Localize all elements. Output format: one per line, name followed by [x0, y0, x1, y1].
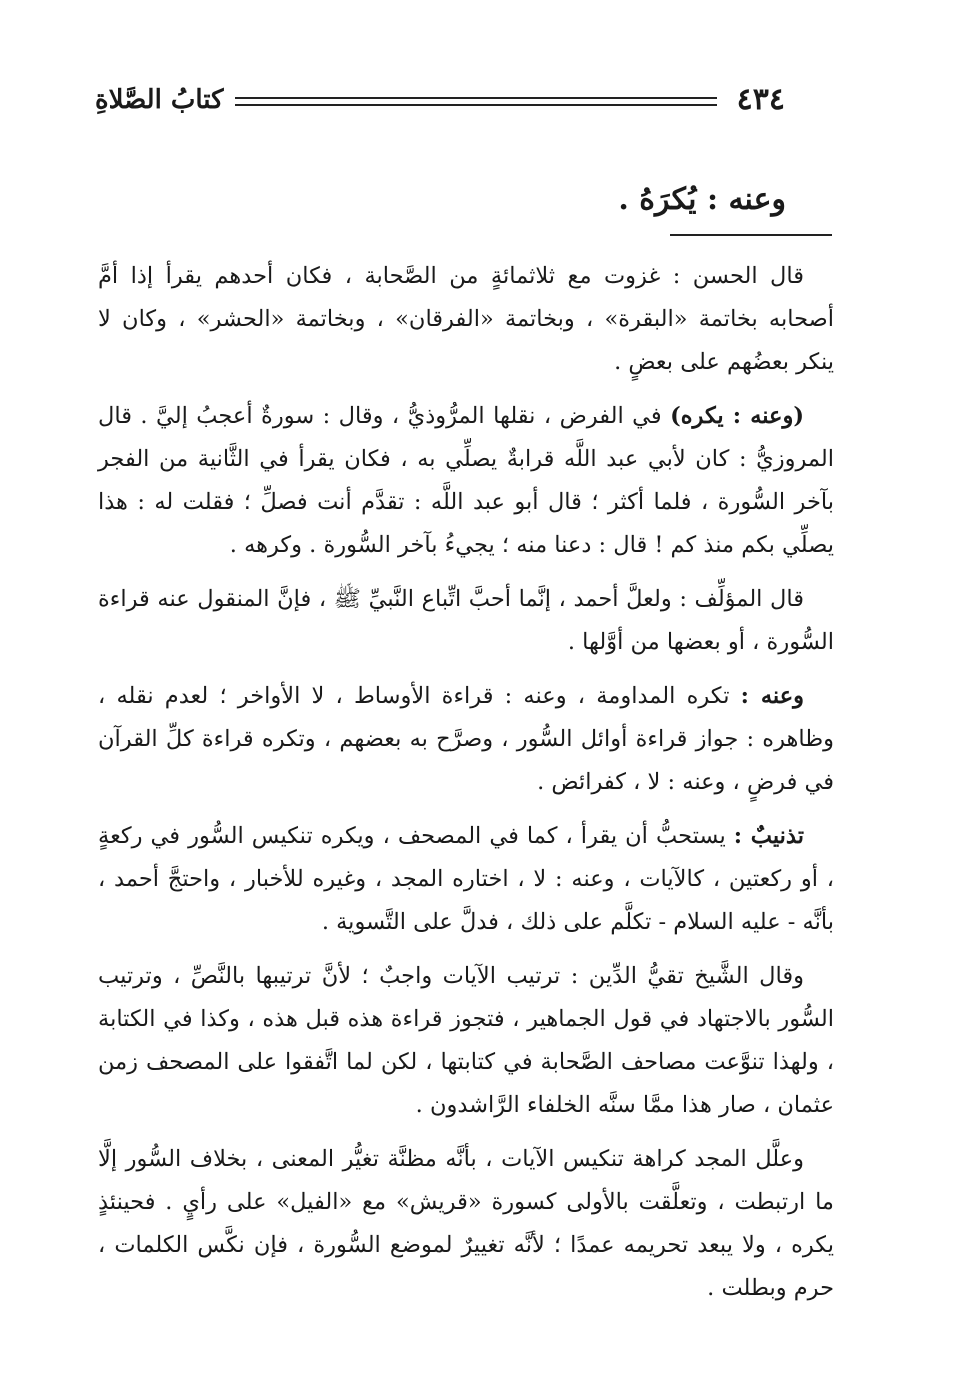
page-number: ٤٣٤ — [736, 82, 785, 117]
paragraph-text: وقال الشَّيخ تقيُّ الدِّين : ترتيب الآيات واجبٌ ؛ لأنَّ ترتيبها بالنَّصِّ ، وترتيب السُّور بالاجتهاد في قول الجماهير ، فتجوز قراءة هذه قبل هذه ، وكذا في الكتابة ، ولهذا تنوَّعت مصاحف الصَّحابة في كتابتها ، لكن لما اتَّفقوا على المصحف زمن عثمان ، صار هذا ممَّا سنَّه الخلفاء الرَّاشدون . — [98, 963, 834, 1118]
paragraph-lead: وعنه : — [740, 683, 804, 709]
paragraph-text: قال الحسن : غزوت مع ثلاثمائةٍ من الصَّحابة ، فكان أحدهم يقرأ إذا أمَّ أصحابه بخاتمة «البقرة» ، وبخاتمة «الفرقان» ، وبخاتمة «الحشر» ، وكان لا ينكر بعضُهم على بعضٍ . — [98, 263, 834, 375]
body-text — [98, 255, 834, 1321]
paragraph — [98, 675, 834, 804]
paragraph-text: وعلَّل المجد كراهة تنكيس الآيات ، بأنَّه مظنَّة تغيُّر المعنى ، بخلاف السُّور إلَّا ما ارتبطت ، وتعلَّقت بالأولى كسورة «قريش» مع «الفيل» على رأيٍ . فحينئذٍ يكره ، ولا يبعد تحريمه عمدًا ؛ لأنَّه تغييرٌ لموضع السُّورة ، فإن نكَّس الكلمات ، حرم وبطلت . — [98, 1146, 834, 1301]
paragraph-text: قال المؤلِّف : ولعلَّ أحمد ، إنَّما أحبَّ اتِّباع النَّبيِّ ﷺ ، فإنَّ المنقول عنه قراءة السُّورة ، أو بعضها من أوَّلها . — [98, 586, 834, 655]
running-title: كتابُ الصَّلاةِ — [95, 85, 224, 115]
paragraph-text: في الفرض ، نقلها المرُّوذيُّ ، وقال : سورةٌ أعجبُ إليَّ . قال المروزيُّ : كان لأبي عبد اللَّه قرابةٌ يصلِّي به ، فكان يقرأ في الثَّانية من الفجر بآخر السُّورة ، فلما أكثر ؛ قال أبو عبد اللَّه : تقدَّم أنت فصلِّ ؛ فقلت له : هذا يصلِّي بكم منذ كم ! قال : دعنا منه ؛ يجيءُ بآخر السُّورة . وكرهه . — [98, 403, 834, 558]
paragraph — [98, 955, 834, 1127]
paragraph — [98, 395, 834, 567]
section-heading: وعنه : يُكرَهُ . — [618, 182, 786, 217]
header-double-rule — [235, 97, 717, 106]
paragraph-lead: (وعنه : يكره) — [670, 403, 804, 429]
heading-underline — [670, 234, 832, 236]
paragraph-lead: تذنيبٌ : — [733, 823, 805, 849]
paragraph — [98, 815, 834, 944]
paragraph-text: يستحبُّ أن يقرأ ، كما في المصحف ، ويكره تنكيس السُّور في ركعةٍ ، أو ركعتين ، كالآيات ، وعنه : لا ، اختاره المجد ، وغيره للأخبار ، واحتجَّ أحمد ، بأنَّه - عليه السلام - تكلَّم على ذلك ، فدلَّ على التَّسوية . — [98, 823, 834, 935]
paragraph-text: تكره المداومة ، وعنه : قراءة الأوساط ، لا الأواخر ؛ لعدم نقله ، وظاهره : جواز قراءة أوائل السُّور ، وصرَّح به بعضهم ، وتكره قراءة كلِّ القرآن في فرضٍ ، وعنه : لا ، كفرائض . — [98, 683, 834, 795]
paragraph — [98, 1138, 834, 1310]
paragraph — [98, 578, 834, 664]
page-header — [95, 80, 785, 120]
paragraph — [98, 255, 834, 384]
